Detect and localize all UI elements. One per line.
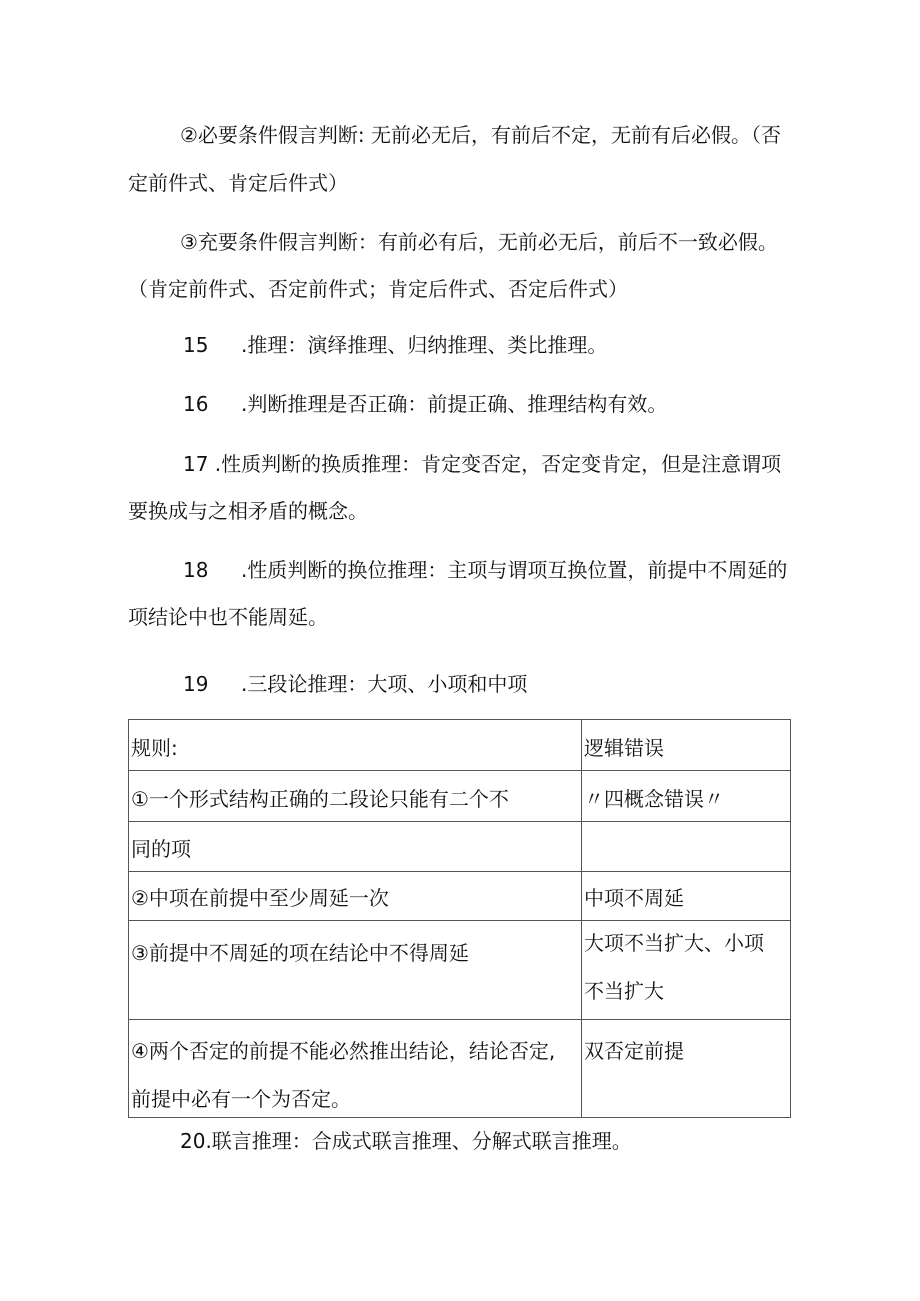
table-row: [129, 771, 791, 822]
item-19-text: .三段论推理：大项、小项和中项: [241, 672, 528, 696]
rule-cell-1: ①一个形式结构正确的二段论只能有二个不: [129, 771, 582, 822]
item-15-number: 15: [183, 333, 209, 357]
item-18-number: 18: [183, 558, 209, 582]
table-row: [129, 822, 791, 872]
table-header-row: [129, 720, 791, 771]
error-cell-3-line2: 不当扩大: [584, 979, 664, 1003]
item-16-text: .判断推理是否正确：前提正确、推理结构有效。: [241, 392, 668, 416]
item-20: 20.联言推理：合成式联言推理、分解式联言推理。: [180, 1129, 632, 1153]
item-15: [183, 331, 607, 359]
syllogism-rules-table: [128, 719, 791, 1118]
paragraph-necessary-condition-line1: ②必要条件假言判断: 无前必无后，有前后不定，无前有后必假。（否: [180, 123, 782, 147]
item-15-text: .推理：演绎推理、归纳推理、类比推理。: [241, 333, 608, 357]
rule-cell-1-continued: 同的项: [129, 822, 582, 872]
paragraph-necessary-condition-line2: 定前件式、肯定后件式）: [128, 171, 348, 195]
item-19-number: 19: [183, 672, 209, 696]
item-19: [183, 670, 527, 698]
header-rule-cell: 规则:: [129, 720, 582, 771]
item-16: [183, 390, 667, 418]
item-18-line1: [183, 556, 787, 584]
item-16-number: 16: [183, 392, 209, 416]
error-cell-3: [582, 921, 791, 1020]
rule-cell-4-line2: 前提中必有一个为否定。: [131, 1087, 351, 1111]
error-cell-1: 〃四概念错误〃: [582, 771, 791, 822]
table-row: [129, 872, 791, 921]
item-18-line2: 项结论中也不能周延。: [128, 605, 328, 629]
paragraph-sufficient-necessary-line1: ③充要条件假言判断：有前必有后，无前必无后，前后不一致必假。: [180, 230, 778, 254]
rule-cell-2: ②中项在前提中至少周延一次: [129, 872, 582, 921]
error-cell-3-line1: 大项不当扩大、小项: [584, 931, 764, 955]
rule-cell-4-line1: ④两个否定的前提不能必然推出结论，结论否定,: [131, 1039, 556, 1063]
paragraph-sufficient-necessary-line2: （肯定前件式、否定前件式；肯定后件式、否定后件式）: [128, 277, 628, 301]
table-row: [129, 921, 791, 1020]
item-18-text: .性质判断的换位推理：主项与谓项互换位置，前提中不周延的: [241, 558, 788, 582]
error-cell-4: 双否定前提: [582, 1020, 791, 1118]
item-17-line1: 17 .性质判断的换质推理：肯定变否定，否定变肯定，但是注意谓项: [183, 452, 782, 476]
table-row: [129, 1020, 791, 1118]
rule-cell-3: ③前提中不周延的项在结论中不得周延: [129, 921, 582, 1020]
error-cell-empty: [582, 822, 791, 872]
error-cell-2: 中项不周延: [582, 872, 791, 921]
header-error-cell: 逻辑错误: [582, 720, 791, 771]
rule-cell-4: [129, 1020, 582, 1118]
item-17-line2: 要换成与之相矛盾的概念。: [128, 499, 368, 523]
